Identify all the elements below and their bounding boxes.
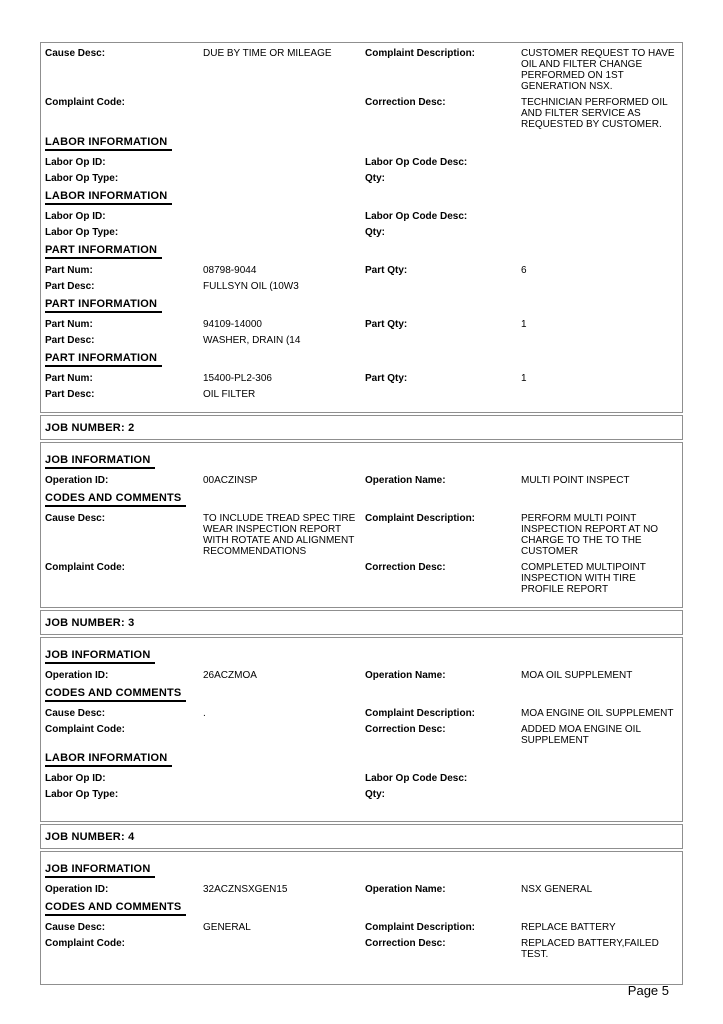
job-number-label: JOB NUMBER: 4: [45, 830, 135, 843]
field-label: Part Desc:: [45, 389, 95, 400]
field-value: [203, 211, 365, 222]
field-label: Labor Op Code Desc:: [365, 157, 468, 168]
field-value: PERFORM MULTI POINT INSPECTION REPORT AT NO CHARGE TO THE TO THE CUSTOMER: [521, 513, 659, 557]
field-row: [45, 773, 677, 784]
field-label: Complaint Code:: [45, 938, 125, 949]
field-label: Labor Op ID:: [45, 773, 106, 784]
field-value: .: [203, 708, 206, 719]
field-value: COMPLETED MULTIPOINT INSPECTION WITH TIRE PROFILE REPORT: [521, 562, 646, 595]
field-value: [521, 789, 677, 800]
field-label: Part Qty:: [365, 373, 408, 384]
field-value: [203, 97, 365, 130]
field-value: [521, 211, 677, 222]
field-row: [45, 789, 677, 800]
field-label: Labor Op Code Desc:: [365, 211, 468, 222]
field-value: 1: [521, 319, 527, 330]
report-page: [40, 42, 683, 987]
field-value: 00ACZINSP: [203, 475, 258, 486]
field-label: Complaint Description:: [365, 708, 476, 719]
field-label: Labor Op ID:: [45, 211, 106, 222]
section-heading-labor: LABOR INFORMATION: [45, 136, 172, 151]
field-row: [45, 319, 677, 330]
field-label: Labor Op Type:: [45, 227, 119, 238]
field-label: Qty:: [365, 789, 385, 800]
field-row: [45, 938, 677, 960]
field-label: Operation ID:: [45, 670, 109, 681]
field-row: [45, 157, 677, 168]
field-label: Part Num:: [45, 373, 93, 384]
field-value: [203, 157, 365, 168]
field-label: Cause Desc:: [45, 48, 106, 59]
field-value: 94109-14000: [203, 319, 262, 330]
field-label: Labor Op Type:: [45, 789, 119, 800]
field-label: Correction Desc:: [365, 938, 446, 949]
field-value: [521, 173, 677, 184]
page-number: Page 5: [627, 983, 669, 998]
field-value: MOA ENGINE OIL SUPPLEMENT: [521, 708, 674, 719]
field-value: OIL FILTER: [203, 389, 256, 400]
field-row: [45, 513, 677, 557]
field-row: [45, 922, 677, 933]
field-label: Operation Name:: [365, 475, 446, 486]
section-heading-labor: LABOR INFORMATION: [45, 752, 172, 767]
field-row: [45, 562, 677, 595]
field-row: [45, 281, 677, 292]
field-row: [45, 335, 677, 346]
section-heading-codes: CODES AND COMMENTS: [45, 901, 186, 916]
field-value: [203, 227, 365, 238]
field-row: [45, 724, 677, 746]
field-label: Cause Desc:: [45, 513, 106, 524]
field-value: TO INCLUDE TREAD SPEC TIRE WEAR INSPECTION REPORT WITH ROTATE AND ALIGNMENT RECOMMENDATIONS: [203, 513, 356, 557]
field-value: [521, 227, 677, 238]
field-row: [45, 884, 677, 895]
section-heading-labor: LABOR INFORMATION: [45, 190, 172, 205]
section-heading-part: PART INFORMATION: [45, 298, 162, 313]
field-value: NSX GENERAL: [521, 884, 593, 895]
field-label: Operation Name:: [365, 670, 446, 681]
field-value: [521, 157, 677, 168]
field-value: [203, 562, 365, 595]
field-label: Labor Op Code Desc:: [365, 773, 468, 784]
field-label: [365, 335, 521, 346]
job-number-label: JOB NUMBER: 3: [45, 616, 135, 629]
field-label: [365, 389, 521, 400]
field-value: TECHNICIAN PERFORMED OIL AND FILTER SERVICE AS REQUESTED BY CUSTOMER.: [521, 97, 668, 130]
job-number-2-header: [40, 415, 683, 440]
section-heading-part: PART INFORMATION: [45, 244, 162, 259]
field-label: Operation ID:: [45, 884, 109, 895]
field-value: [203, 938, 365, 960]
field-value: [521, 335, 677, 346]
section-heading-job: JOB INFORMATION: [45, 649, 155, 664]
field-value: GENERAL: [203, 922, 251, 933]
field-value: 26ACZMOA: [203, 670, 257, 681]
field-value: REPLACED BATTERY,FAILED TEST.: [521, 938, 659, 960]
field-value: 6: [521, 265, 527, 276]
job-number-label: JOB NUMBER: 2: [45, 421, 135, 434]
field-label: Complaint Description:: [365, 48, 476, 59]
field-label: Correction Desc:: [365, 724, 446, 735]
field-value: 1: [521, 373, 527, 384]
job4-details-box: [40, 851, 683, 985]
field-label: Complaint Code:: [45, 562, 125, 573]
field-label: Part Desc:: [45, 335, 95, 346]
field-label: Correction Desc:: [365, 562, 446, 573]
field-value: 32ACZNSXGEN15: [203, 884, 288, 895]
section-heading-job: JOB INFORMATION: [45, 454, 155, 469]
field-value: [521, 773, 677, 784]
field-row: [45, 265, 677, 276]
field-value: [203, 724, 365, 746]
field-row: [45, 211, 677, 222]
job2-details-box: [40, 442, 683, 608]
field-label: Part Num:: [45, 265, 93, 276]
section-heading-codes: CODES AND COMMENTS: [45, 492, 186, 507]
field-row: [45, 48, 677, 92]
field-label: Complaint Code:: [45, 97, 125, 108]
field-label: Part Num:: [45, 319, 93, 330]
field-value: [521, 281, 677, 292]
field-label: Correction Desc:: [365, 97, 446, 108]
field-label: Part Qty:: [365, 265, 408, 276]
field-row: [45, 173, 677, 184]
section-heading-part: PART INFORMATION: [45, 352, 162, 367]
section-heading-job: JOB INFORMATION: [45, 863, 155, 878]
field-label: Cause Desc:: [45, 708, 106, 719]
field-label: Cause Desc:: [45, 922, 106, 933]
field-row: [45, 389, 677, 400]
field-row: [45, 97, 677, 130]
field-label: Labor Op ID:: [45, 157, 106, 168]
field-value: 08798-9044: [203, 265, 257, 276]
field-value: [203, 773, 365, 784]
job-number-3-header: [40, 610, 683, 635]
field-value: WASHER, DRAIN (14: [203, 335, 301, 346]
field-label: Qty:: [365, 173, 385, 184]
section-heading-codes: CODES AND COMMENTS: [45, 687, 186, 702]
field-row: [45, 708, 677, 719]
field-value: FULLSYN OIL (10W3: [203, 281, 299, 292]
field-value: MULTI POINT INSPECT: [521, 475, 630, 486]
job-number-4-header: [40, 824, 683, 849]
field-label: Operation ID:: [45, 475, 109, 486]
field-value: DUE BY TIME OR MILEAGE: [203, 48, 332, 59]
job1-details-box: [40, 42, 683, 413]
job3-details-box: [40, 637, 683, 822]
field-label: Complaint Code:: [45, 724, 125, 735]
field-value: [521, 389, 677, 400]
field-label: Part Qty:: [365, 319, 408, 330]
field-row: [45, 373, 677, 384]
field-label: Labor Op Type:: [45, 173, 119, 184]
field-value: [203, 789, 365, 800]
field-value: ADDED MOA ENGINE OIL SUPPLEMENT: [521, 724, 641, 746]
field-row: [45, 475, 677, 486]
field-label: Qty:: [365, 227, 385, 238]
field-label: Complaint Description:: [365, 922, 476, 933]
field-label: Operation Name:: [365, 884, 446, 895]
field-value: [203, 173, 365, 184]
field-row: [45, 670, 677, 681]
field-value: REPLACE BATTERY: [521, 922, 616, 933]
field-label: [365, 281, 521, 292]
field-label: Part Desc:: [45, 281, 95, 292]
field-value: MOA OIL SUPPLEMENT: [521, 670, 633, 681]
field-label: Complaint Description:: [365, 513, 476, 524]
field-value: CUSTOMER REQUEST TO HAVE OIL AND FILTER CHANGE PERFORMED ON 1ST GENERATION NSX.: [521, 48, 675, 92]
field-value: 15400-PL2-306: [203, 373, 272, 384]
field-row: [45, 227, 677, 238]
